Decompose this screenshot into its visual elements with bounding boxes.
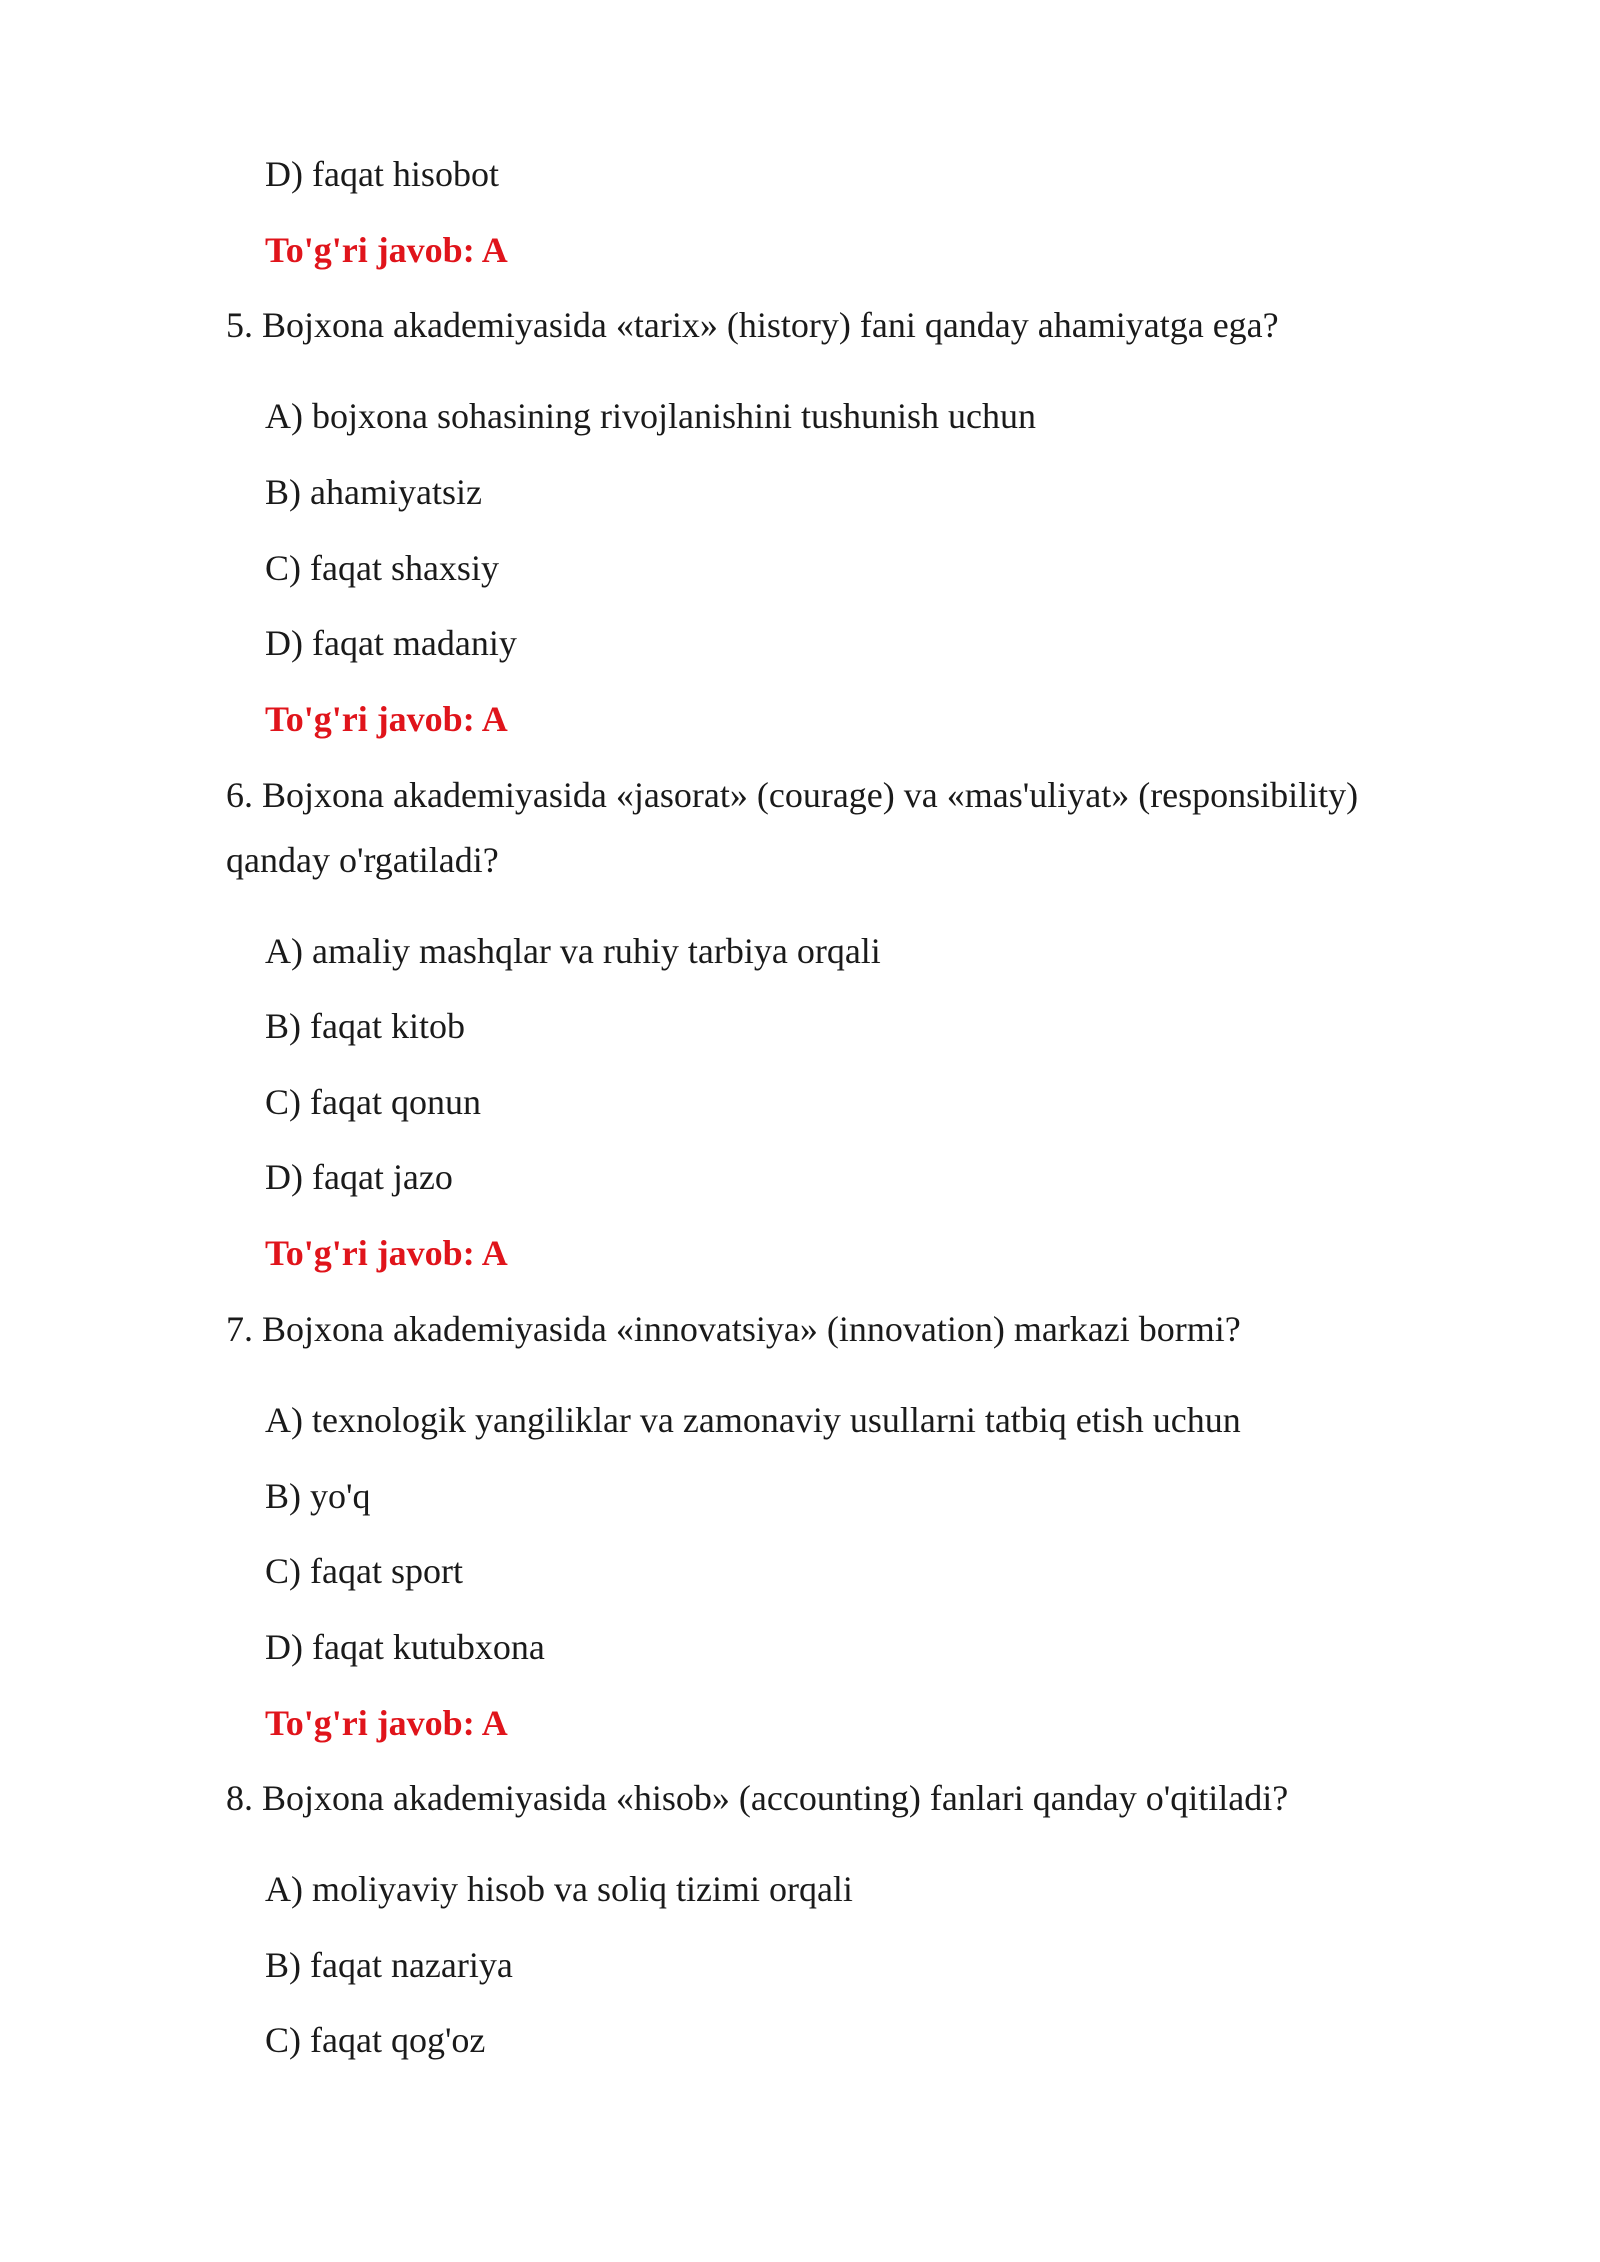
option-d: D) faqat kutubxona bbox=[265, 1627, 545, 1667]
option-c: C) faqat shaxsiy bbox=[265, 548, 499, 588]
option-a: A) bojxona sohasining rivojlanishini tushunish uchun bbox=[265, 396, 1036, 436]
question-8: 8. Bojxona akademiyasida «hisob» (accounting) fanlari qanday o'qitiladi? bbox=[226, 1778, 1289, 1818]
option-d: D) faqat madaniy bbox=[265, 623, 517, 663]
question-6-continued: qanday o'rgatiladi? bbox=[226, 840, 499, 880]
question-7: 7. Bojxona akademiyasida «innovatsiya» (innovation) markazi bormi? bbox=[226, 1309, 1241, 1349]
option-c: C) faqat qonun bbox=[265, 1082, 481, 1122]
correct-answer: To'g'ri javob: A bbox=[265, 1233, 508, 1273]
option-c: C) faqat qog'oz bbox=[265, 2020, 486, 2060]
correct-answer: To'g'ri javob: A bbox=[265, 1703, 508, 1743]
option-a: A) texnologik yangiliklar va zamonaviy usullarni tatbiq etish uchun bbox=[265, 1400, 1241, 1440]
option-b: B) faqat kitob bbox=[265, 1006, 465, 1046]
correct-answer: To'g'ri javob: A bbox=[265, 699, 508, 739]
option-b: B) ahamiyatsiz bbox=[265, 472, 482, 512]
option-c: C) faqat sport bbox=[265, 1551, 463, 1591]
option-d: D) faqat jazo bbox=[265, 1157, 453, 1197]
question-5: 5. Bojxona akademiyasida «tarix» (history) fani qanday ahamiyatga ega? bbox=[226, 305, 1279, 345]
option-b: B) yo'q bbox=[265, 1476, 371, 1516]
correct-answer: To'g'ri javob: A bbox=[265, 230, 508, 270]
option-a: A) amaliy mashqlar va ruhiy tarbiya orqali bbox=[265, 931, 881, 971]
option-a: A) moliyaviy hisob va soliq tizimi orqali bbox=[265, 1869, 853, 1909]
question-6: 6. Bojxona akademiyasida «jasorat» (courage) va «mas'uliyat» (responsibility) bbox=[226, 775, 1359, 815]
option-b: B) faqat nazariya bbox=[265, 1945, 513, 1985]
option-d: D) faqat hisobot bbox=[265, 154, 499, 194]
